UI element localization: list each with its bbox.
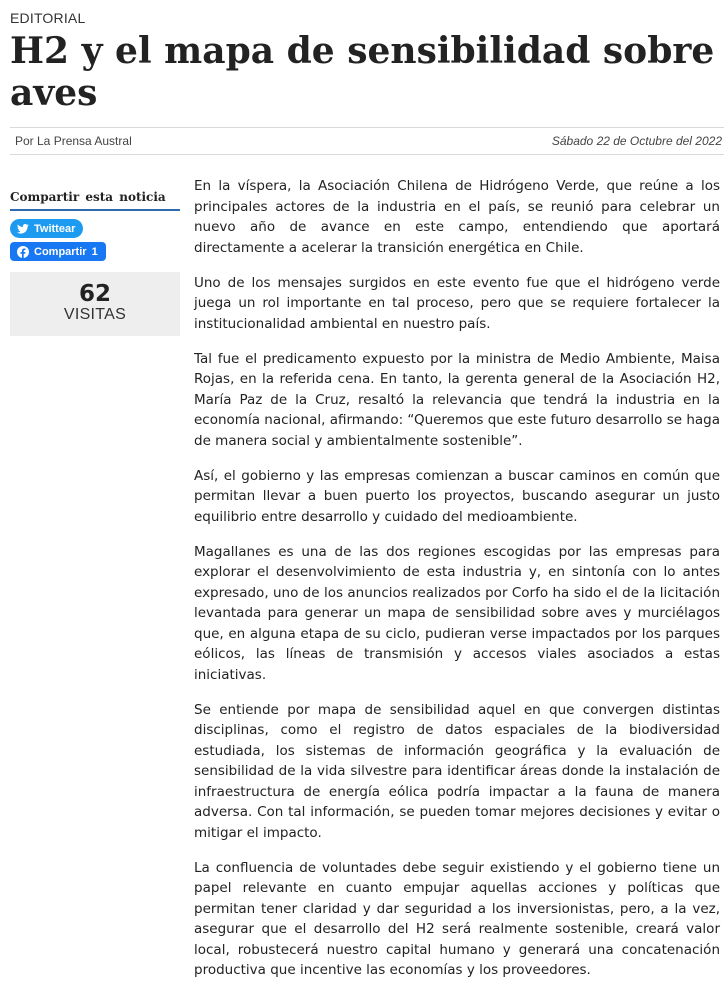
facebook-share-label: Compartir	[34, 245, 87, 258]
visits-count: 62	[78, 280, 111, 307]
publish-date: Sábado 22 de Octubre del 2022	[551, 134, 722, 148]
article-paragraph: Se entiende por mapa de sensibilidad aquel en que convergen distintas disciplinas, como el registro de datos espaciales de la biodiversidad estudiada, los sistemas de información geográfica y la evaluación de sensibilidad de la vida silvestre para identificar áreas donde la instalación de infraestructura de energía eólica podría impactar a la fauna de manera adversa. Con tal información, se pueden tomar mejores decisiones y evitar o mitigar el impacto.	[194, 701, 720, 841]
byline-author: Por La Prensa Austral	[15, 134, 132, 148]
byline-bar	[10, 127, 724, 155]
section-label[interactable]: EDITORIAL	[10, 10, 86, 26]
twitter-share-button[interactable]	[10, 219, 83, 238]
visits-counter	[10, 272, 180, 336]
article-paragraph: En la víspera, la Asociación Chilena de Hidrógeno Verde, que reúne a los principales actores de la industria en el país, se reunió para celebrar un nuevo año de avance en este campo, entendiendo que aportará directamente a acelerar la transición energética en Chile.	[194, 178, 720, 256]
visits-label: VISITAS	[63, 305, 127, 323]
article-paragraph: Así, el gobierno y las empresas comienzan a buscar caminos en común que permitan llevar a buen puerto los proyectos, buscando asegurar un justo equilibrio entre desarrollo y cuidado del medioambiente.	[194, 467, 720, 525]
article-body	[194, 176, 720, 995]
article-paragraph: Uno de los mensajes surgidos en este evento fue que el hidrógeno verde juega un rol importante en tal proceso, pero que se requiere fortalecer la institucionalidad ambiental en nuestro país.	[194, 274, 720, 332]
share-sidebar	[10, 190, 180, 336]
twitter-bird-icon	[17, 224, 29, 234]
facebook-share-count: 1	[91, 245, 98, 258]
article-headline: H2 y el mapa de sensibilidad sobre aves	[10, 30, 715, 114]
article-paragraph: La confluencia de voluntades debe seguir existiendo y el gobierno tiene un papel relevante en cuanto empujar aquellas acciones y políticas que permitan tener claridad y dar seguridad a los inversionistas, pero, a la vez, asegurar que el desarrollo del H2 será realmente sostenible, creará valor local, robustecerá nuestro capital humano y generará una concatenación productiva que incentive las economías y los proveedores.	[194, 859, 720, 978]
article-paragraph: Magallanes es una de las dos regiones escogidas por las empresas para explorar el desenvolvimiento de esta industria y, en sintonía con lo antes expresado, uno de los anuncios realizados por Corfo ha sido el de la licitación levantada para generar un mapa de sensibilidad sobre aves y murciélagos que, en alguna etapa de su ciclo, pudieran verse impactados por los parques eólicos, las líneas de transmisión y accesos viales asociados a estas iniciativas.	[194, 543, 720, 683]
article-paragraph: Tal fue el predicamento expuesto por la ministra de Medio Ambiente, Maisa Rojas, en la referida cena. En tanto, la gerenta general de la Asociación H2, María Paz de la Cruz, resaltó la relevancia que tendrá la industria en la economía nacional, afirmando: “Queremos que este futuro desarrollo se haga de manera social y ambientalmente sostenible”.	[194, 350, 720, 449]
share-title: Compartir esta noticia	[10, 190, 180, 211]
facebook-share-button[interactable]	[10, 242, 106, 261]
facebook-f-icon	[17, 246, 29, 258]
twitter-share-label: Twittear	[34, 222, 76, 235]
